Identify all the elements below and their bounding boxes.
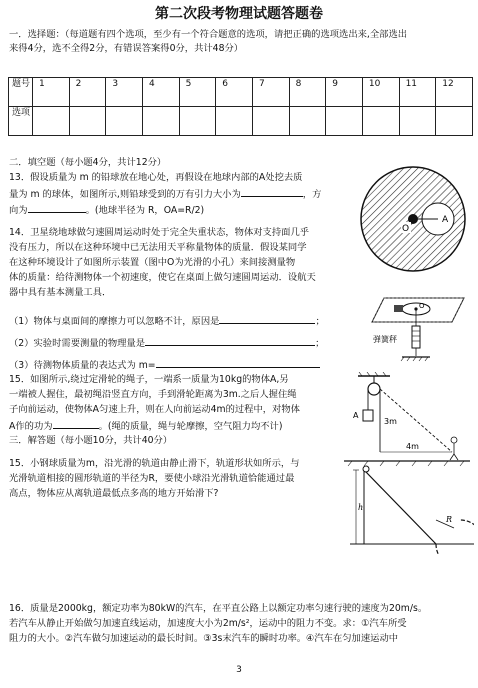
- row-label-number: 题号: [9, 78, 33, 107]
- page-title: 第二次段考物理试题答题卷: [155, 6, 323, 22]
- answer-cell[interactable]: [326, 107, 363, 136]
- table-cell: 11: [399, 78, 436, 107]
- section3-heading: 三．解答题（每小题10分，共计40分）: [9, 435, 173, 446]
- q14-part3: （3）待测物体质量的表达式为 m=: [9, 357, 369, 372]
- q13-line1: 13．假设质量为 m 的铅球放在地心处，再假设在地球内部的A处挖去质: [9, 172, 303, 183]
- table-cell: 9: [326, 78, 363, 107]
- q15-line4: A作的功为 。(绳的质量，绳与轮摩擦，空气阻力均不计): [9, 418, 344, 433]
- q16-line3: 阻力的大小。②汽车做匀加速运动的最长时间。③3s末汽车的瞬时功率。④汽车在匀加速运动中: [9, 633, 399, 644]
- q14-line4: 体的质量：给待测物体一个初速度，使它在桌面上做匀速圆周运动．设航天: [9, 272, 316, 283]
- earth-figure: [358, 164, 468, 274]
- q15-work-blank[interactable]: [53, 418, 99, 429]
- table-row: [9, 78, 473, 107]
- table-cell: 6: [216, 78, 253, 107]
- q15-line3: 子向前运动，使物体A匀速上升，则在人向前运动4m的过程中，对物体: [9, 404, 300, 415]
- section1-heading-cont: 来得4分，选不全得2分，有错误答案得0分，共计48分）: [9, 43, 244, 54]
- table-cell: 12: [436, 78, 473, 107]
- person-head: [451, 437, 457, 443]
- table-cell: 2: [69, 78, 106, 107]
- spring-device-figure: [368, 276, 474, 364]
- slide-track: [366, 472, 436, 544]
- distance-label: 4m: [406, 442, 419, 451]
- steel-ball: [363, 466, 369, 472]
- s3-q15-line1: 15．小钢球质量为m，沿光滑的轨道由静止滑下，轨道形状如所示，与: [9, 458, 300, 469]
- spring-scale: [412, 326, 420, 348]
- table-cell: 3: [106, 78, 143, 107]
- answer-table: [8, 77, 473, 136]
- table-row: [9, 107, 473, 136]
- s3-q15-line3: 高点，物体应从离轨道最低点多高的地方开始滑下?: [9, 488, 219, 499]
- q13-line3: 向为 。(地球半径为 R，OA=R/2): [9, 202, 369, 217]
- table-cell: 10: [362, 78, 399, 107]
- q14-reason-blank[interactable]: [219, 313, 315, 324]
- circular-loop: [436, 520, 474, 554]
- row-label-option: 选项: [9, 107, 33, 136]
- earth-label-a: A: [442, 215, 449, 225]
- q14-part1: （1）物体与桌面间的摩擦力可以忽略不计，原因是 ；: [9, 313, 369, 328]
- s3-q15-line2: 光滑轨道相接的圆形轨道的半径为R，要使小球沿光滑轨道恰能通过最: [9, 473, 295, 484]
- table-cell: 4: [142, 78, 179, 107]
- block-label-a: A: [353, 411, 359, 420]
- earth-label-o: O: [402, 224, 410, 234]
- answer-cell[interactable]: [436, 107, 473, 136]
- answer-cell[interactable]: [179, 107, 216, 136]
- q16-line2: 若汽车从静止开始做匀加速直线运动，加速度大小为2m/s²，运动中的阻力不变。求：①汽车所受: [9, 618, 407, 629]
- scale-label: 弹簧秤: [373, 335, 397, 344]
- q14-line1: 14．卫星绕地球做匀速圆周运动时处于完全失重状态，物体对支持面几乎: [9, 227, 310, 238]
- q14-mass-blank[interactable]: [156, 357, 320, 368]
- answer-cell[interactable]: [252, 107, 289, 136]
- height-label: 3m: [384, 417, 397, 426]
- table-cell: 7: [252, 78, 289, 107]
- answer-cell[interactable]: [362, 107, 399, 136]
- section1-heading: 一．选择题：（每道题有四个选项，至少有一个符合题意的选项，请把正确的选项选出来,全部选出: [9, 29, 408, 40]
- q13-answer-blank[interactable]: [241, 186, 303, 197]
- q14-quantity-blank[interactable]: [145, 335, 315, 346]
- q14-part2: （2）实验时需要测量的物理量是 ；: [9, 335, 369, 350]
- test-object: [394, 305, 403, 312]
- section2-heading: 二．填空题（每小题4分，共计12分）: [9, 157, 167, 168]
- answer-cell[interactable]: [289, 107, 326, 136]
- pulley-wheel: [368, 383, 380, 395]
- answer-cell[interactable]: [216, 107, 253, 136]
- q13-line2: 量为 m 的球体，如图所示,则铅球受到的万有引力大小为 ，方: [9, 186, 369, 201]
- table-cell: 5: [179, 78, 216, 107]
- hole-label-o: O: [419, 302, 425, 310]
- answer-cell[interactable]: [142, 107, 179, 136]
- height-label-h: h: [358, 503, 364, 512]
- answer-cell[interactable]: [399, 107, 436, 136]
- pulley-figure: [344, 372, 470, 470]
- q15-line1: 15．如图所示,绕过定滑轮的绳子，一端系一质量为10kg的物体A,另: [9, 374, 289, 385]
- answer-cell[interactable]: [106, 107, 143, 136]
- radius-label-r: R: [446, 515, 453, 524]
- track-figure: [350, 462, 474, 554]
- table-cell: 8: [289, 78, 326, 107]
- answer-cell[interactable]: [69, 107, 106, 136]
- q15-line2: 一端被人握住，最初绳沿竖直方向，手到滑轮距离为3m.之后人握住绳: [9, 389, 297, 400]
- table-cell: 1: [33, 78, 70, 107]
- q14-line5: 器中具有基本测量工具．: [9, 287, 112, 298]
- answer-cell[interactable]: [33, 107, 70, 136]
- q14-line3: 在这种环境设计了如图所示装置（图中O为光滑的小孔）来间接测量物: [9, 257, 296, 268]
- block-a: [363, 410, 373, 421]
- q13-direction-blank[interactable]: [28, 202, 86, 213]
- q16-line1: 16．质量是2000kg，额定功率为80kW的汽车，在平直公路上以额定功率匀速行驶的速度为20m/s。: [9, 603, 428, 614]
- q14-line2: 没有压力，所以在这种环境中已无法用天平称量物体的质量．假设某同学: [9, 242, 307, 253]
- page-number: 3: [236, 665, 242, 675]
